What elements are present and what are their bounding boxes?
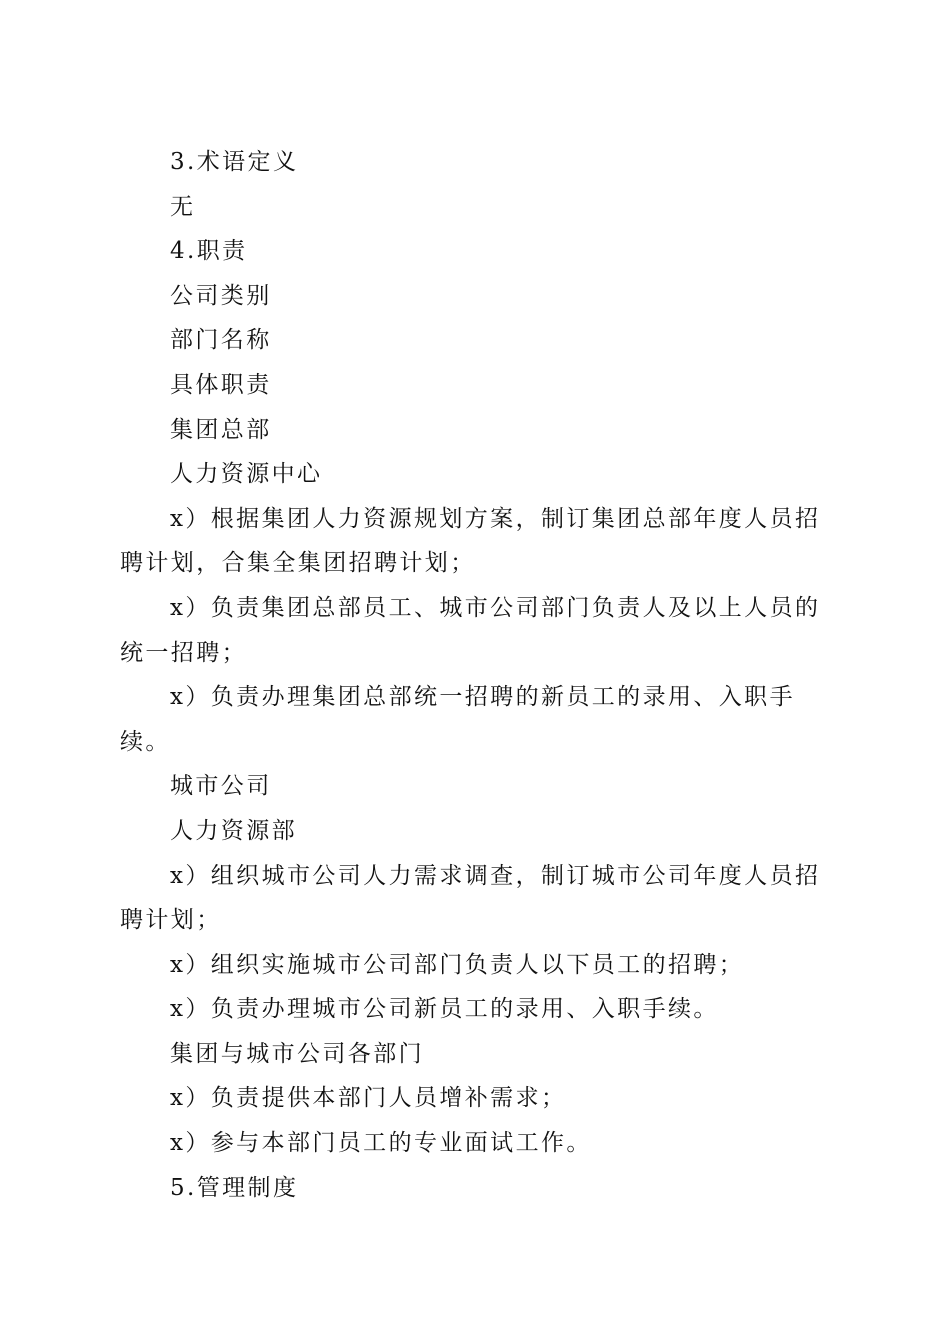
table-header-department: 部门名称 (170, 327, 272, 354)
section-heading-terms: 3.术语定义 (170, 149, 299, 175)
city-duty-item: x）组织实施城市公司部门负责人以下员工的招聘； (170, 951, 745, 978)
table-header-company-type: 公司类别 (170, 282, 272, 309)
section-heading-management: 5.管理制度 (170, 1174, 299, 1201)
hq-duty-item: x）根据集团人力资源规划方案，制订集团总部年度人员招聘计划，合集全集团招聘计划； (120, 505, 821, 577)
city-duty-item: x）组织城市公司人力需求调查，制订城市公司年度人员招聘计划； (120, 862, 821, 934)
section-heading-duties: 4.职责 (170, 238, 248, 265)
city-duty-item: x）负责办理城市公司新员工的录用、入职手续。 (170, 996, 719, 1023)
hq-duty-item: x）负责集团总部员工、城市公司部门负责人及以上人员的统一招聘； (120, 594, 821, 666)
terms-content: 无 (170, 193, 196, 220)
department-city-hr: 人力资源部 (170, 817, 297, 844)
document-body (120, 140, 835, 1210)
dept-duty-item: x）负责提供本部门人员增补需求； (170, 1085, 567, 1112)
company-type-city: 城市公司 (170, 773, 272, 800)
table-header-duties: 具体职责 (170, 371, 272, 398)
hq-duty-item: x）负责办理集团总部统一招聘的新员工的录用、入职手续。 (120, 684, 795, 755)
dept-duty-item: x）参与本部门员工的专业面试工作。 (170, 1130, 592, 1157)
company-type-hq: 集团总部 (170, 416, 272, 443)
department-all: 集团与城市公司各部门 (170, 1040, 424, 1067)
department-hr-center: 人力资源中心 (170, 461, 323, 488)
